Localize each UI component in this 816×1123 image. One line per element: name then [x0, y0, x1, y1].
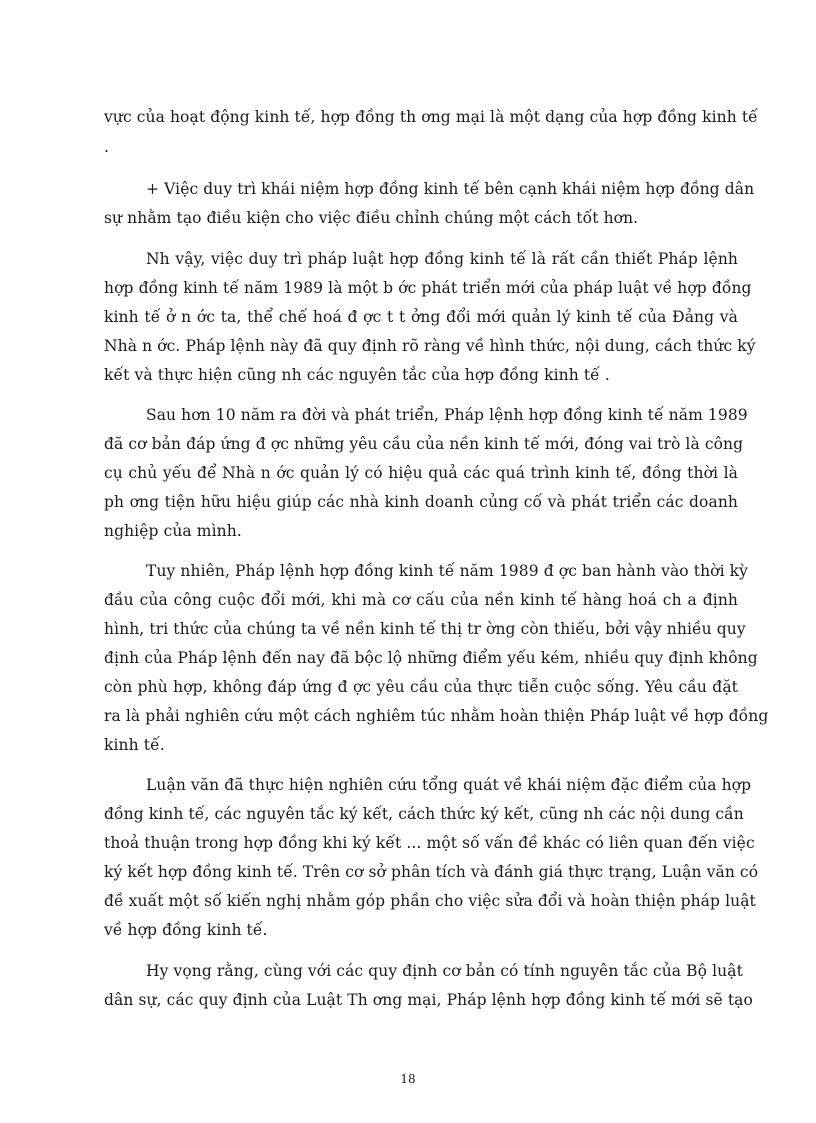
text-line: nghiệp của mình.: [104, 522, 242, 540]
text-line: Tuy nhiên, Pháp lệnh hợp đồng kinh tế năm 1989 đ ợc ban hành vào thời kỳ: [146, 562, 749, 580]
text-line: còn phù hợp, không đáp ứng đ ợc yêu cầu của thực tiễn cuộc sống. Yêu cầu đặt: [104, 678, 738, 696]
text-line: Nh vậy, việc duy trì pháp luật hợp đồng kinh tế là rất cần thiết Pháp lệnh: [146, 250, 738, 268]
text-line: ph ơng tiện hữu hiệu giúp các nhà kinh doanh củng cố và phát triển các doanh: [104, 493, 738, 511]
text-line: Hy vọng rằng, cùng với các quy định cơ bản có tính nguyên tắc của Bộ luật: [146, 962, 743, 980]
text-line: thoả thuận trong hợp đồng khi ký kết ... một số vấn đề khác có liên quan đến việc: [104, 834, 755, 852]
page-number: 18: [400, 1072, 416, 1086]
text-line: đầu của công cuộc đổi mới, khi mà cơ cấu của nền kinh tế hàng hoá ch a định: [104, 591, 738, 609]
text-line: Luận văn đã thực hiện nghiên cứu tổng quát về khái niệm đặc điểm của hợp: [146, 776, 752, 794]
text-line: Nhà n ớc. Pháp lệnh này đã quy định rõ ràng về hình thức, nội dung, cách thức ký: [104, 337, 756, 355]
text-line: kết và thực hiện cũng nh các nguyên tắc của hợp đồng kinh tế .: [104, 366, 610, 384]
text-line: kinh tế.: [104, 736, 165, 754]
text-line: về hợp đồng kinh tế.: [104, 921, 268, 939]
text-line: hợp đồng kinh tế năm 1989 là một b ớc phát triển mới của pháp luật về hợp đồng: [104, 279, 752, 297]
text-line: .: [104, 138, 110, 156]
text-line: vực của hoạt động kinh tế, hợp đồng th ơng mại là một dạng của hợp đồng kinh tế: [104, 108, 758, 126]
text-line: ký kết hợp đồng kinh tế. Trên cơ sở phân tích và đánh giá thực trạng, Luận văn có: [104, 863, 759, 881]
text-line: cụ chủ yếu để Nhà n ớc quản lý có hiệu quả các quá trình kinh tế, đồng thời là: [104, 464, 738, 482]
text-line: Sau hơn 10 năm ra đời và phát triển, Pháp lệnh hợp đồng kinh tế năm 1989: [146, 406, 748, 424]
text-line: + Việc duy trì khái niệm hợp đồng kinh tế bên cạnh khái niệm hợp đồng dân: [146, 180, 755, 198]
text-line: đã cơ bản đáp ứng đ ợc những yêu cầu của nền kinh tế mới, đóng vai trò là công: [104, 435, 744, 453]
text-line: sự nhằm tạo điều kiện cho việc điều chỉnh chúng một cách tốt hơn.: [104, 209, 639, 227]
text-line: định của Pháp lệnh đến nay đã bộc lộ những điểm yếu kém, nhiều quy định không: [104, 649, 758, 667]
text-line: đề xuất một số kiến nghị nhằm góp phần cho việc sửa đổi và hoàn thiện pháp luật: [104, 892, 756, 910]
text-line: dân sự, các quy định của Luật Th ơng mại, Pháp lệnh hợp đồng kinh tế mới sẽ tạo: [104, 991, 753, 1009]
text-line: đồng kinh tế, các nguyên tắc ký kết, cách thức ký kết, cũng nh các nội dung cần: [104, 805, 744, 823]
text-line: ra là phải nghiên cứu một cách nghiêm túc nhằm hoàn thiện Pháp luật về hợp đồng: [104, 707, 769, 725]
text-line: kinh tế ở n ớc ta, thể chế hoá đ ợc t t ởng đổi mới quản lý kinh tế của Đảng và: [104, 308, 738, 326]
text-line: hình, tri thức của chúng ta về nền kinh tế thị tr ờng còn thiếu, bởi vậy nhiều quy: [104, 620, 746, 638]
